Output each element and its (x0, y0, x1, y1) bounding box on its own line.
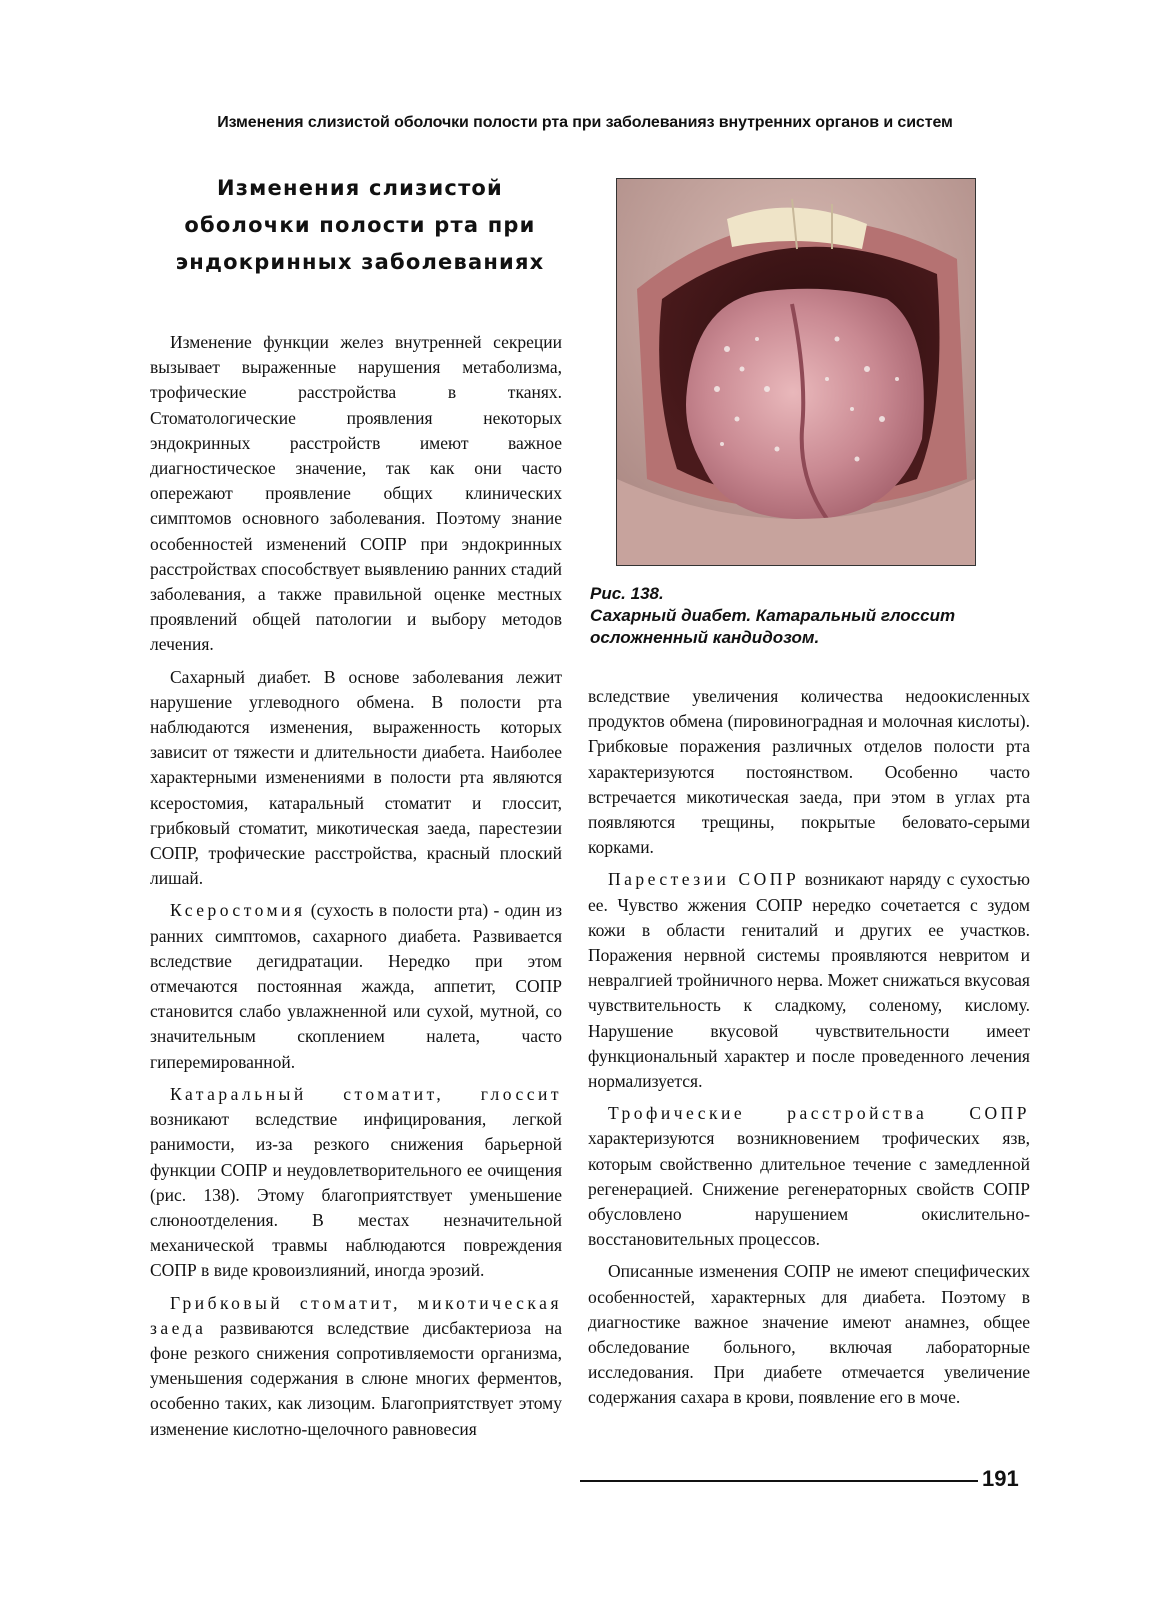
running-header: Изменения слизистой оболочки полости рта при заболеванияз внутренних органов и систем (217, 114, 953, 131)
paragraph: Изменение функции желез внутренней секреции вызывает выраженные нарушения метаболизма, трофические расстройства в тканях. Стоматологические проявления некоторых эндокринных расстройств имеют важное диагностическое значение, так как они часто опережают проявление общих клинических симптомов основного заболевания. Поэтому знание особенностей изменений СОПР при эндокринных расстройствах способствует выявлению ранних стадий заболевания, а также правильной оценке местных проявлений общей патологии и выбору методов лечения. (150, 332, 562, 655)
left-column (150, 330, 562, 1449)
term: Парестезии СОПР (608, 869, 800, 890)
term: Трофические расстройства СОПР (608, 1103, 1030, 1124)
paragraph: Сахарный диабет. В основе заболевания лежит нарушение углеводного обмена. В полости рта наблюдаются изменения, выраженность которых зависит от тяжести и длительности диабета. Наиболее характерными изменениями в полости рта являются ксеростомия, катаральный стоматит и глоссит, грибковый стоматит, микотическая заеда, парестезии СОПР, трофические расстройства, красный плоский лишай. (150, 666, 562, 889)
paragraph: вследствие увеличения количества недоокисленных продуктов обмена (пировиноградная и молочная кислоты). Грибковые поражения различных отделов полости рта характеризуются постоянством. Особенно часто встречается микотическая заеда, при этом в углах рта появляются трещины, покрытые беловато-серыми корками. (588, 686, 1030, 858)
right-column (588, 684, 1030, 1418)
paragraph (588, 1101, 1030, 1252)
figure-caption-text: Сахарный диабет. Катаральный глоссит осложненный кандидозом. (590, 606, 956, 647)
footer-rule (580, 1480, 978, 1482)
paragraph-text: развиваются вследствие дисбактериоза на фоне резкого снижения сопротивляемости организма, уменьшения содержания в слюне многих ферментов, особенно таких, как лизоцим. Благоприятствует этому изменение кислотно-щелочного равновесия (150, 1317, 562, 1439)
paragraph (150, 1082, 562, 1284)
paragraph-text: характеризуются возникновением трофических язв, которым свойственно длительное течение с замедленной регенерацией. Снижение регенераторных свойств СОПР обусловлено нарушением окислительно-восстановительных процессов. (588, 1128, 1030, 1250)
page-number: 191 (982, 1466, 1019, 1491)
figure-number: Рис. 138. (590, 584, 664, 603)
figure-caption (590, 583, 1010, 649)
term: Ксеростомия (170, 900, 306, 921)
paragraph-text: (сухость в полости рта) - один из ранних симптомов, сахарного диабета. Развивается вследствие дегидратации. Нередко при этом отмечаются постоянная жажда, аппетит, СОПР становится слабо увлажненной или сухой, мутной, со значительным скоплением налета, часто гиперемированной. (150, 900, 562, 1072)
term: Катаральный стоматит, глоссит (170, 1083, 562, 1104)
paragraph (588, 867, 1030, 1094)
paragraph: Описанные изменения СОПР не имеют специфических особенностей, характерных для диабета. Поэтому в диагностике важное значение имеют анамнез, общее обследование больного, включая лабораторные исследования. При диабете отмечается увеличение содержания сахара в крови, появление его в моче. (588, 1261, 1030, 1408)
paragraph (150, 898, 562, 1074)
paragraph-text: возникают наряду с сухостью ее. Чувство жжения СОПР нередко сочетается с зудом кожи в области гениталий и других ее участков. Поражения нервной системы проявляются невритом и невралгией тройничного нерва. Может снижаться вкусовая чувствительность к сладкому, соленому, кислому. Нарушение вкусовой чувствительности имеет функциональный характер и после проведенного лечения нормализуется. (588, 869, 1030, 1092)
term: Грибковый стоматит, микотическая заеда (150, 1292, 562, 1338)
section-title: Изменения слизистой оболочки полости рта при эндокринных заболеваниях (175, 176, 545, 274)
tongue-illustration (617, 179, 975, 565)
paragraph-text: возникают вследствие инфицирования, легкой ранимости, из-за резкого снижения барьерной функции СОПР и неудовлетворительного ее очищения (рис. 138). Этому благоприятствует уменьшение слюноотделения. В местах незначительной механической травмы наблюдаются повреждения СОПР в виде кровоизлияний, иногда эрозий. (150, 1109, 562, 1281)
figure-photo-tongue (616, 178, 976, 566)
paragraph (150, 1291, 562, 1442)
